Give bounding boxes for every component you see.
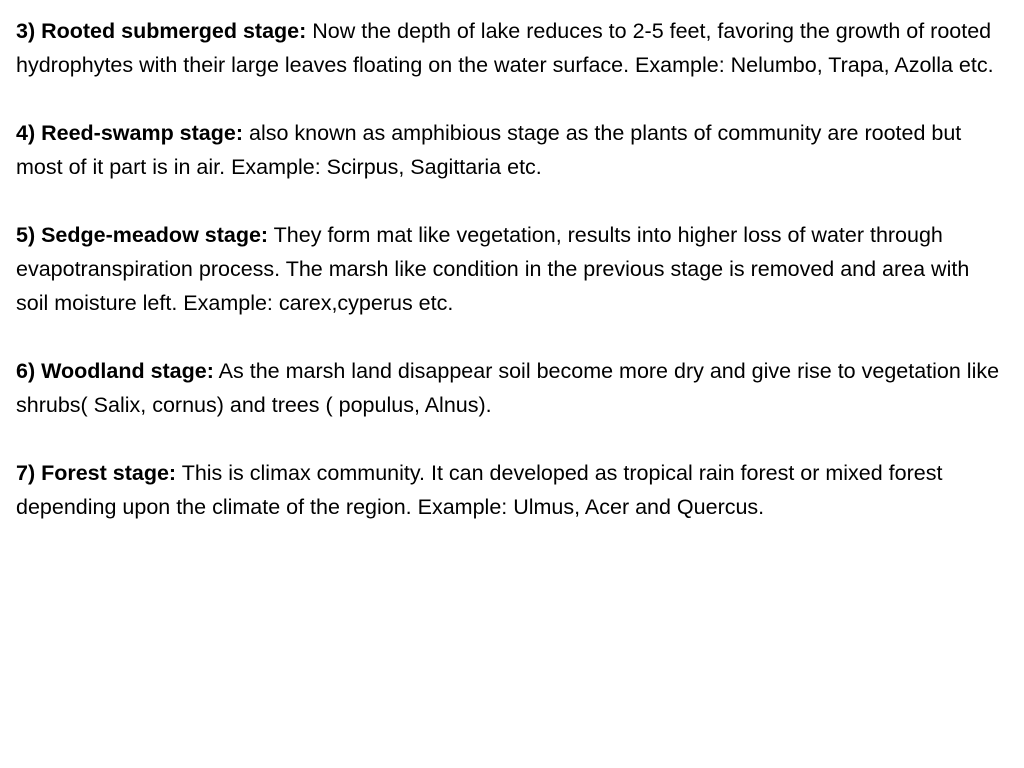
stage-5-heading: 5) Sedge-meadow stage: (16, 223, 269, 247)
stage-4-heading: 4) Reed-swamp stage: (16, 121, 244, 145)
stage-7-heading: 7) Forest stage: (16, 461, 177, 485)
stage-4-paragraph (16, 116, 1001, 184)
slide-content (16, 14, 1001, 558)
stage-7-paragraph (16, 456, 1001, 524)
stage-3-heading: 3) Rooted submerged stage: (16, 19, 307, 43)
stage-4-text: also known as amphibious stage as the plants of community are rooted but most of it part is in air. Example: Scirpus, Sagittaria etc. (16, 121, 962, 179)
stage-6-heading: 6) Woodland stage: (16, 359, 214, 383)
stage-3-paragraph (16, 14, 1001, 82)
stage-7-text: This is climax community. It can developed as tropical rain forest or mixed forest depending upon the climate of the region. Example: Ulmus, Acer and Quercus. (16, 461, 943, 519)
stage-5-paragraph (16, 218, 1001, 320)
stage-5-text: They form mat like vegetation, results into higher loss of water through evapotranspiration process. The marsh like condition in the previous stage is removed and area with soil moisture left. Example: carex,cyperus etc. (16, 223, 970, 315)
stage-6-text: As the marsh land disappear soil become more dry and give rise to vegetation like shrubs( Salix, cornus) and trees ( populus, Alnus). (16, 359, 1000, 417)
stage-6-paragraph (16, 354, 1001, 422)
stage-3-text: Now the depth of lake reduces to 2-5 feet, favoring the growth of rooted hydrophytes with their large leaves floating on the water surface. Example: Nelumbo, Trapa, Azolla etc. (16, 19, 994, 77)
